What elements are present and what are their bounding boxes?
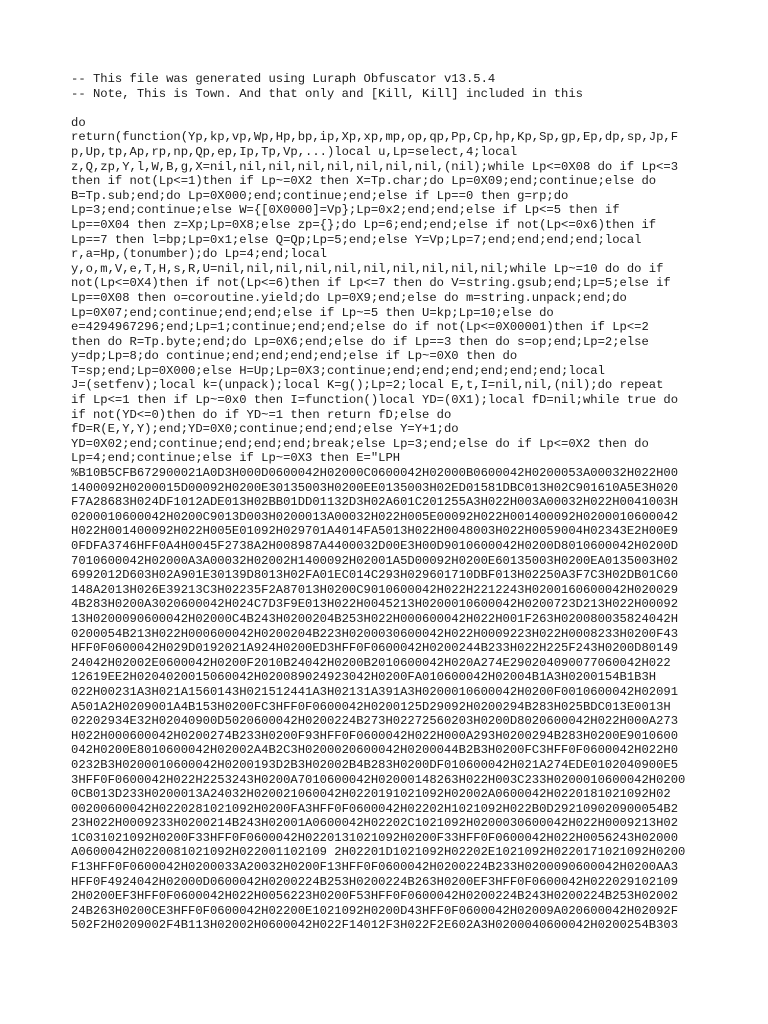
text-line: H022H000600042H0200274B233H0200F93HFF0F0600042H022H000A293H0200294B283H0200E9010600: [71, 728, 679, 743]
text-line: 022H00231A3H021A1560143H021512441A3H02131A391A3H0200010600042H0200F0010600042H02091: [71, 684, 679, 699]
text-line: B=Tp.sub;end;do Lp=0X000;end;continue;end;else if Lp==0 then g=rp;do: [71, 188, 569, 203]
text-line: 24042H02002E0600042H0200F2010B24042H0200B2010600042H020A274E290204090077060042H022: [71, 655, 671, 670]
text-line: Lp==0X04 then z=Xp;Lp=0X8;else zp={};do Lp=6;end;end;else if not(Lp<=0x6)then if: [71, 217, 657, 232]
text-line: [71, 101, 761, 116]
text-line: 0232B3H0200010600042H0200193D2B3H02002B4B283H0200DF010600042H021A274EDE0102040900E5: [71, 757, 679, 772]
text-line: 0CB013D233H0200013A24032H020021060042H0220191021092H02002A0600042H0220181021092H02: [71, 787, 671, 802]
text-line: -- This file was generated using Luraph Obfuscator v13.5.4: [71, 72, 496, 86]
text-line: 148A2013H026E39213C3H02235F2A87013H0200C9010600042H022H2212243H0200160600042H020029: [71, 582, 679, 597]
text-line: 2H0200EF3HFF0F0600042H022H0056223H0200F53HFF0F0600042H0200224B243H0200224B253H02002: [71, 889, 679, 904]
text-line: 0FDFA3746HFF0A4H0045F2738A2H008987A4400032D00E3H00D9010600042H0200D8010600042H0200D: [71, 539, 679, 553]
text-line: H022H001400092H022H005E01092H029701A4014FA5013H022H0048003H022H0059004H02343E2H00E9: [71, 524, 679, 539]
text-line: e=4294967296;end;Lp=1;continue;end;end;else do if not(Lp<=0X00001)then if Lp<=2: [71, 320, 649, 335]
text-line: Lp==0X08 then o=coroutine.yield;do Lp=0X9;end;else do m=string.unpack;end;do: [71, 290, 627, 305]
text-line: %B10B5CFB672900021A0D3H000D0600042H02000C0600042H02000B0600042H0200053A00032H022H00: [71, 466, 679, 481]
text-line: return(function(Yp,kp,vp,Wp,Hp,bp,ip,Xp,xp,mp,op,qp,Pp,Cp,hp,Kp,Sp,gp,Ep,dp,sp,Jp,F: [71, 130, 679, 145]
text-line: z,Q,zp,Y,l,W,B,g,X=nil,nil,nil,nil,nil,nil,nil,nil,(nil);while Lp<=0X08 do if Lp<=3: [71, 159, 679, 174]
text-line: 502F2H0209002F4B113H02002H0600042H022F14012F3H022F2E602A3H0200040600042H0200254B303: [71, 918, 679, 933]
document-body: [71, 72, 761, 933]
text-line: then if not(Lp<=1)then if Lp~=0X2 then X=Tp.char;do Lp=0X09;end;continue;else do: [71, 174, 657, 189]
text-line: HFF0F0600042H029D0192021A924H0200ED3HFF0F0600042H0200244B233H022H225F243H0200D80149: [71, 641, 679, 656]
text-line: r,a=Hp,(tonumber);do Lp=4;end;local: [71, 247, 327, 262]
text-line: -- Note, This is Town. And that only and [Kill, Kill] included in this: [71, 86, 583, 101]
text-line: F13HFF0F0600042H0200033A20032H0200F13HFF0F0600042H0200224B233H0200090600042H0200AA3: [71, 860, 679, 875]
text-line: then do R=Tp.byte;end;do Lp=0X6;end;else do if Lp==3 then do s=op;end;Lp=2;else: [71, 334, 649, 349]
text-line: Lp==7 then l=bp;Lp=0x1;else Q=Qp;Lp=5;end;else Y=Vp;Lp=7;end;end;end;end;local: [71, 232, 642, 247]
text-line: F7A28683H024DF1012ADE013H02BB01DD01132D3H02A601C201255A3H022H003A00032H022H0041003H: [71, 495, 679, 510]
text-line: do: [71, 115, 86, 130]
text-line: not(Lp<=0X4)then if not(Lp<=6)then if Lp<=7 then do V=string.gsub;end;Lp=5;else if: [71, 276, 671, 291]
text-line: 0200054B213H022H000600042H0200204B223H0200030600042H022H0009223H022H0008233H0200F43: [71, 626, 679, 641]
text-line: 3HFF0F0600042H022H2253243H0200A7010600042H02000148263H022H003C233H0200010600042H0200: [71, 772, 686, 787]
text-line: HFF0F4924042H02000D0600042H0200224B253H0200224B263H0200EF3HFF0F0600042H022029102109: [71, 874, 679, 889]
text-line: 13H0200090600042H02000C4B243H0200204B253H022H000600042H022H001F263H020080035824042H: [71, 611, 679, 626]
text-line: y,o,m,V,e,T,H,s,R,U=nil,nil,nil,nil,nil,nil,nil,nil,nil,nil;while Lp~=10 do do if: [71, 261, 664, 276]
text-line: J=(setfenv);local k=(unpack);local K=g();Lp=2;local E,t,I=nil,nil,(nil);do repeat: [71, 378, 664, 393]
text-line: fD=R(E,Y,Y);end;YD=0X0;continue;end;end;else Y=Y+1;do: [71, 422, 459, 437]
text-line: YD=0X02;end;continue;end;end;end;break;else Lp=3;end;else do if Lp<=0X2 then do: [71, 436, 649, 451]
text-line: 24B263H0200CE3HFF0F0600042H02200E1021092H0200D43HFF0F0600042H02009A020600042H02092F: [71, 903, 679, 918]
text-line: if not(YD<=0)then do if YD~=1 then return fD;else do: [71, 407, 452, 422]
text-line: p,Up,tp,Ap,rp,np,Qp,ep,Ip,Tp,Vp,...)local u,Lp=select,4;local: [71, 144, 518, 159]
text-line: 4B283H0200A3020600042H024C7D3F9E013H022H0045213H0200010600042H0200723D213H022H00092: [71, 597, 679, 612]
text-line: A0600042H0220081021092H022001102109 2H02201D1021092H02202E1021092H0220171021092H0200: [71, 845, 686, 860]
text-line: Lp=4;end;continue;else if Lp~=0X3 then E="LPH: [71, 451, 401, 466]
text-line: 12619EE2H0204020015060042H020089024923042H0200FA010600042H02004B1A3H0200154B1B3H: [71, 670, 657, 685]
text-line: if Lp<=1 then if Lp~=0x0 then I=function()local YD=(0X1);local fD=nil;while true do: [71, 393, 679, 408]
text-line: 0200010600042H0200C9013D003H0200013A00032H022H005E00092H022H001400092H0200010600042: [71, 509, 679, 524]
text-line: A501A2H0209001A4B153H0200FC3HFF0F0600042H0200125D29092H0200294B283H025BDC013E0013H: [71, 699, 671, 714]
text-line: 02202934E32H02040900D5020600042H0200224B273H02272560203H0200D8020600042H022H000A273: [71, 714, 679, 729]
text-line: 042H0200E8010600042H02002A4B2C3H0200020600042H0200044B2B3H0200FC3HFF0F0600042H022H0: [71, 743, 679, 758]
text-line: 23H022H0009233H0200214B243H02001A0600042H02202C1021092H0200030600042H022H0009213H02: [71, 816, 679, 831]
text-line: 6992012D603H02A901E30139D8013H02FA01EC014C293H029601710DBF013H02250A3F7C3H02DB01C60: [71, 568, 679, 583]
text-line: Lp=3;end;continue;else W={[0X0000]=Vp};Lp=0x2;end;end;else if Lp<=5 then if: [71, 203, 620, 218]
text-line: Lp=0X07;end;continue;end;end;else if Lp~=5 then U=kp;Lp=10;else do: [71, 305, 554, 320]
text-line: T=sp;end;Lp=0X000;else H=Up;Lp=0X3;continue;end;end;end;end;end;end;local: [71, 363, 605, 378]
text-line: 00200600042H0220281021092H0200FA3HFF0F0600042H02202H1021092H022B0D292109020900054B2: [71, 801, 679, 816]
text-line: 7010600042H02000A3A00032H02002H1400092H02001A5D00092H0200E60135003H0200EA0135003H02: [71, 553, 679, 568]
text-line: y=dp;Lp=8;do continue;end;end;end;end;else if Lp~=0X0 then do: [71, 349, 518, 364]
text-line: 1C031021092H0200F33HFF0F0600042H0220131021092H0200F33HFF0F0600042H022H0056243H02000: [71, 830, 679, 845]
text-line: 1400092H0200015D00092H0200E30135003H0200EE0135003H02ED01581DBC013H02C901610A5E3H020: [71, 480, 679, 495]
